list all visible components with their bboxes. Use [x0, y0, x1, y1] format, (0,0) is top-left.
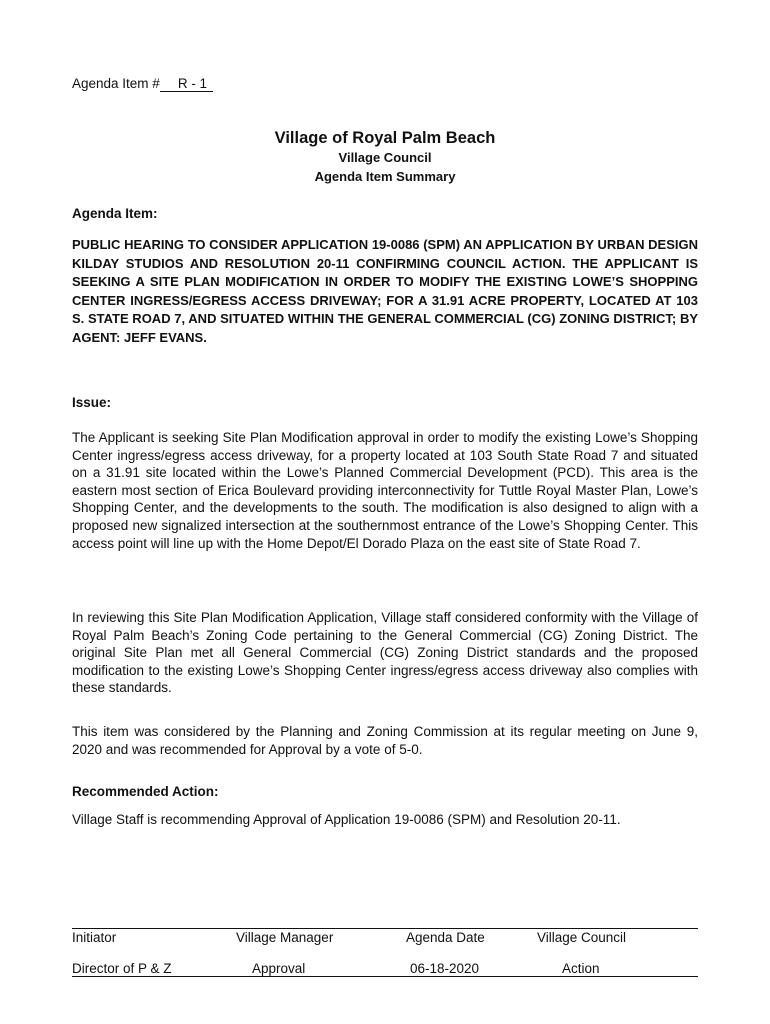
footer-divider — [72, 928, 698, 929]
footer-value-agenda-date: 06-18-2020 — [410, 961, 480, 976]
issue-paragraph-1: The Applicant is seeking Site Plan Modification approval in order to modify the existing Lowe’s Shopping Center ingress/egress access driveway, for a property located at 103 South State Road 7 and situated on a 31.91 site located within the Lowe’s Planned Commercial Development (PCD). This area is the eastern most section of Erica Boulevard providing interconnectivity for Tuttle Royal Master Plan, Lowe’s Shopping Center, and the developments to the south. The modification is also designed to align with a proposed new signalized intersection at the southernmost entrance of the Lowe’s Shopping Center. This access point will line up with the Home Depot/El Dorado Plaza on the east site of State Road 7. — [72, 430, 698, 551]
recommended-action-text: Village Staff is recommending Approval of Application 19-0086 (SPM) and Resolution 20-11. — [72, 812, 621, 827]
issue-paragraph-2: In reviewing this Site Plan Modification Application, Village staff considered conformity with the Village of Royal Palm Beach’s Zoning Code pertaining to the General Commercial (CG) Zoning District. The original Site Plan met all General Commercial (CG) Zoning District standards and the proposed modification to the existing Lowe’s Shopping Center ingress/egress access driveway also complies with these standards. — [72, 610, 698, 696]
issue-heading: Issue: — [72, 395, 112, 410]
footer-value-initiator: Director of P & Z — [72, 961, 172, 976]
footer-signature-underline — [72, 976, 698, 977]
footer-header-village-council: Village Council — [537, 930, 627, 945]
footer-value-village-manager: Approval — [252, 961, 306, 976]
document-title: Village of Royal Palm Beach — [274, 129, 496, 147]
agenda-item-number: R - 1 — [160, 76, 213, 92]
title-block — [0, 128, 770, 186]
agenda-item-number-line — [72, 76, 213, 92]
footer-value-village-council: Action — [562, 961, 600, 976]
footer-header-village-manager: Village Manager — [236, 930, 334, 945]
recommended-action-heading: Recommended Action: — [72, 784, 219, 799]
footer-header-initiator: Initiator — [72, 930, 117, 945]
summary-subtitle: Agenda Item Summary — [314, 169, 456, 184]
agenda-item-description: PUBLIC HEARING TO CONSIDER APPLICATION 19-0086 (SPM) AN APPLICATION BY URBAN DESIGN KILDAY STUDIOS AND RESOLUTION 20-11 CONFIRMING COUNCIL ACTION. THE APPLICANT IS SEEKING A SITE PLAN MODIFICATION IN ORDER TO MODIFY THE EXISTING LOWE’S SHOPPING CENTER INGRESS/EGRESS ACCESS DRIVEWAY; FOR A 31.91 ACRE PROPERTY, LOCATED AT 103 S. STATE ROAD 7, AND SITUATED WITHIN THE GENERAL COMMERCIAL (CG) ZONING DISTRICT; BY AGENT: JEFF EVANS. — [72, 237, 698, 345]
footer-header-agenda-date: Agenda Date — [406, 930, 485, 945]
agenda-item-heading: Agenda Item: — [72, 206, 158, 221]
issue-paragraph-3: This item was considered by the Planning and Zoning Commission at its regular meeting on June 9, 2020 and was recommended for Approval by a vote of 5-0. — [72, 724, 698, 757]
council-subtitle: Village Council — [338, 150, 432, 165]
agenda-item-label: Agenda Item # — [72, 76, 160, 91]
